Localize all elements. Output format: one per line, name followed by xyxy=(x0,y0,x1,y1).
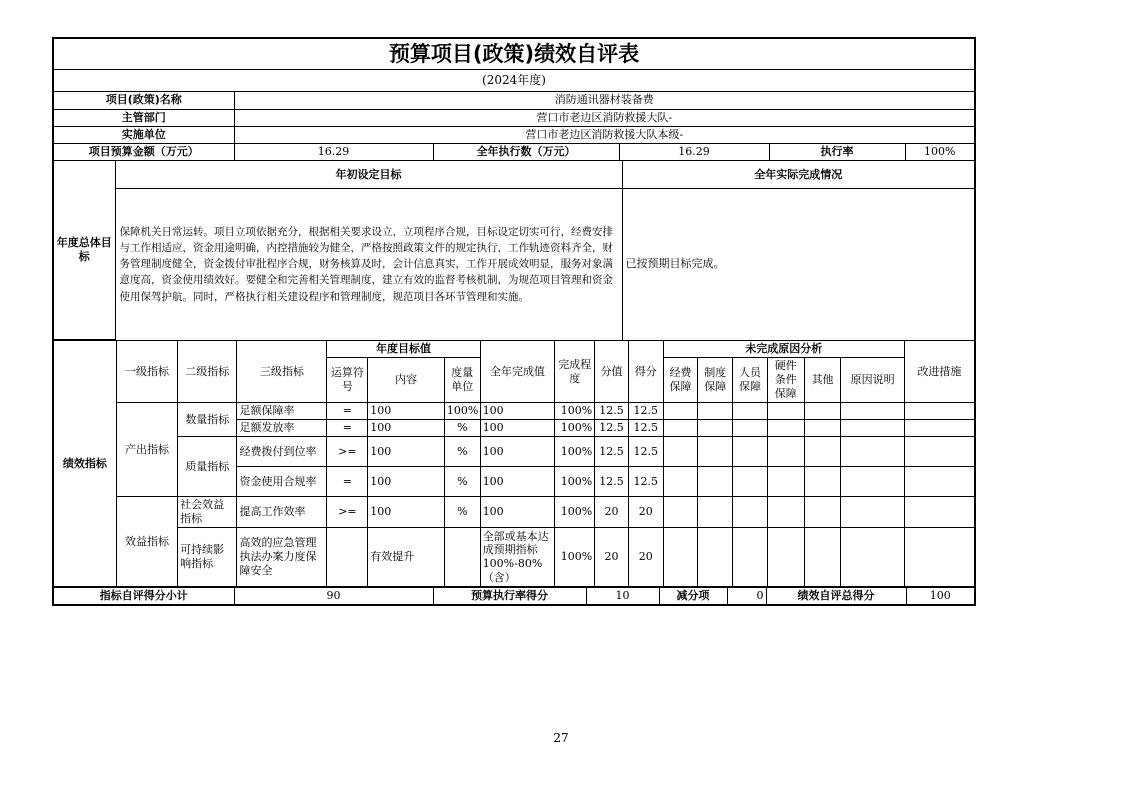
subtotal-label: 指标自评得分小计 xyxy=(54,588,234,604)
indicator-completion: 100% xyxy=(555,528,595,587)
total-label: 绩效自评总得分 xyxy=(766,588,906,604)
indicator-completion: 100% xyxy=(555,437,595,467)
budget-label: 项目预算金额（万元） xyxy=(54,143,234,160)
indicator-op: >= xyxy=(327,497,368,528)
unit-label: 实施单位 xyxy=(54,126,234,143)
indicator-score: 12.5 xyxy=(628,403,663,420)
indicator-name: 足额保障率 xyxy=(237,403,327,420)
goals-section-label: 年度总体目标 xyxy=(54,161,115,340)
deduct-value: 0 xyxy=(727,588,766,604)
rate-value: 100% xyxy=(905,143,974,160)
header-actual: 全年完成值 xyxy=(480,341,555,403)
project-info-table xyxy=(54,92,974,160)
sustain-impact-label: 可持续影响指标 xyxy=(178,528,237,587)
subtotal-value: 90 xyxy=(234,588,433,604)
project-name-value: 消防通讯器材装备费 xyxy=(234,92,974,109)
planned-goal-text: 保障机关日常运转。项目立项依据充分，根据相关要求设立，立项程序合规，目标设定切实可行，经费安排与工作相适应，资金用途明确，内控措施较为健全，严格按照政策文件的规定执行，工作轨迹资料齐全，财务管理制度健全，资金拨付审批程序合规，财务核算及时，会计信息真实，工作开展成效明显，服务对象满意度高，资金使用绩效好。要健全和完善相关管理制度，建立有效的监督考核机制，为规范项目管理和资金使用保驾护航。同时，严格执行相关建设程序和管理制度，规范项目各环节管理和实施。 xyxy=(115,189,622,340)
header-system: 制度保障 xyxy=(698,358,733,403)
exec-value: 16.29 xyxy=(619,143,769,160)
indicator-actual: 100 xyxy=(480,467,555,497)
indicator-name: 足额发放率 xyxy=(237,420,327,437)
indicator-value: 20 xyxy=(595,528,629,587)
indicator-actual: 100 xyxy=(480,497,555,528)
indicator-completion: 100% xyxy=(555,403,595,420)
header-op: 运算符号 xyxy=(327,358,368,403)
indicator-value: 20 xyxy=(595,497,629,528)
indicator-name: 高效的应急管理执法办案力度保障安全 xyxy=(237,528,327,587)
rate-label: 执行率 xyxy=(769,143,905,160)
header-other: 其他 xyxy=(804,358,841,403)
header-unfinished: 未完成原因分析 xyxy=(663,341,904,358)
indicator-value: 12.5 xyxy=(595,437,629,467)
indicator-op xyxy=(327,528,368,587)
header-score: 得分 xyxy=(628,341,663,403)
perf-section-label: 绩效指标 xyxy=(54,341,116,587)
indicator-op: >= xyxy=(327,437,368,467)
indicator-score: 12.5 xyxy=(628,420,663,437)
deduct-label: 减分项 xyxy=(659,588,727,604)
header-level3: 三级指标 xyxy=(237,341,327,403)
sheet-title: 预算项目(政策)绩效自评表 xyxy=(54,39,974,70)
indicator-content: 100 xyxy=(368,467,445,497)
page-number: 27 xyxy=(553,731,569,745)
sheet-year: (2024年度) xyxy=(54,70,974,92)
indicator-content: 100 xyxy=(368,403,445,420)
header-score-value: 分值 xyxy=(595,341,629,403)
indicator-unit: 100% xyxy=(444,403,480,420)
header-staff: 人员保障 xyxy=(733,358,768,403)
header-improve: 改进措施 xyxy=(904,341,974,403)
total-value: 100 xyxy=(906,588,974,604)
header-hardware: 硬件条件保障 xyxy=(767,358,804,403)
performance-table xyxy=(54,340,974,587)
indicator-unit: % xyxy=(444,437,480,467)
budget-score-value: 10 xyxy=(586,588,659,604)
header-reason: 原因说明 xyxy=(841,358,904,403)
indicator-op: = xyxy=(327,403,368,420)
exec-label: 全年执行数（万元） xyxy=(433,143,619,160)
quality-indicator-label: 质量指标 xyxy=(178,437,237,497)
indicator-name: 经费拨付到位率 xyxy=(237,437,327,467)
benefit-indicator-label: 效益指标 xyxy=(116,497,177,587)
indicator-completion: 100% xyxy=(555,497,595,528)
indicator-value: 12.5 xyxy=(595,467,629,497)
project-name-label: 项目(政策)名称 xyxy=(54,92,234,109)
header-completion: 完成程度 xyxy=(555,341,595,403)
indicator-name: 资金使用合规率 xyxy=(237,467,327,497)
indicator-unit: % xyxy=(444,497,480,528)
indicator-op: = xyxy=(327,420,368,437)
indicator-completion: 100% xyxy=(555,467,595,497)
unit-value: 营口市老边区消防救援大队本级- xyxy=(234,126,974,143)
indicator-actual: 100 xyxy=(480,403,555,420)
summary-table xyxy=(54,587,974,604)
planned-goal-header: 年初设定目标 xyxy=(115,161,622,189)
indicator-unit: % xyxy=(444,467,480,497)
output-indicator-label: 产出指标 xyxy=(116,403,177,497)
actual-result-header: 全年实际完成情况 xyxy=(622,161,974,189)
header-content: 内容 xyxy=(368,358,445,403)
header-unit: 度量单位 xyxy=(444,358,480,403)
indicator-content: 有效提升 xyxy=(368,528,445,587)
dept-value: 营口市老边区消防救援大队- xyxy=(234,109,974,126)
indicator-actual: 100 xyxy=(480,420,555,437)
actual-result-text: 已按预期目标完成。 xyxy=(622,189,974,340)
header-level2: 二级指标 xyxy=(178,341,237,403)
indicator-content: 100 xyxy=(368,497,445,528)
header-level1: 一级指标 xyxy=(116,341,177,403)
evaluation-sheet xyxy=(52,37,976,606)
indicator-content: 100 xyxy=(368,437,445,467)
budget-score-label: 预算执行率得分 xyxy=(433,588,586,604)
quantity-indicator-label: 数量指标 xyxy=(178,403,237,437)
indicator-score: 20 xyxy=(628,528,663,587)
indicator-score: 20 xyxy=(628,497,663,528)
header-annual-target: 年度目标值 xyxy=(327,341,480,358)
indicator-value: 12.5 xyxy=(595,403,629,420)
goals-table xyxy=(54,160,974,340)
indicator-score: 12.5 xyxy=(628,467,663,497)
indicator-actual: 全部或基本达成预期指标100%-80%（含） xyxy=(480,528,555,587)
indicator-unit: % xyxy=(444,420,480,437)
social-benefit-label: 社会效益指标 xyxy=(178,497,237,528)
indicator-op: = xyxy=(327,467,368,497)
dept-label: 主管部门 xyxy=(54,109,234,126)
indicator-actual: 100 xyxy=(480,437,555,467)
indicator-completion: 100% xyxy=(555,420,595,437)
indicator-name: 提高工作效率 xyxy=(237,497,327,528)
header-funding: 经费保障 xyxy=(663,358,698,403)
indicator-value: 12.5 xyxy=(595,420,629,437)
indicator-score: 12.5 xyxy=(628,437,663,467)
indicator-unit xyxy=(444,528,480,587)
budget-value: 16.29 xyxy=(234,143,433,160)
indicator-content: 100 xyxy=(368,420,445,437)
